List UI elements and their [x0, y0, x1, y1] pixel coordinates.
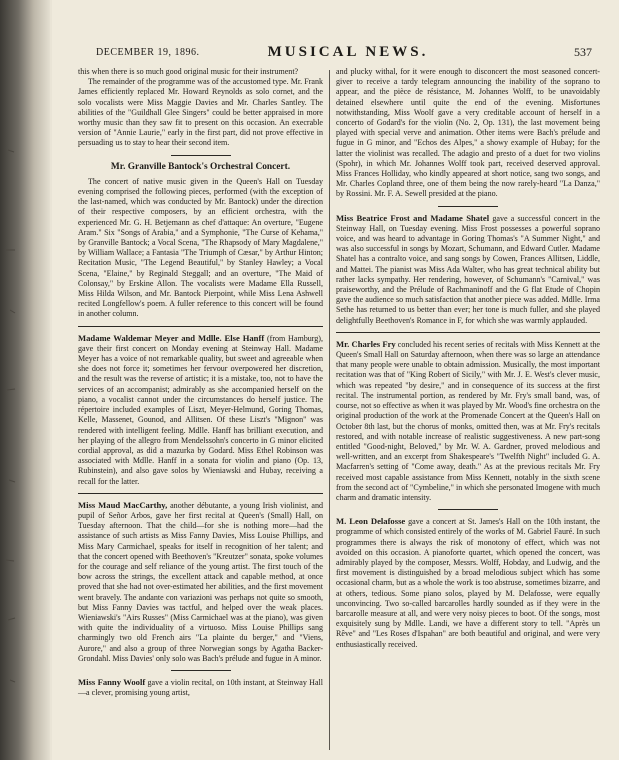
article-paragraph: and plucky withal, for it were enough to disconcert the most seasoned concert-giver to receive a tardy telegram announcing the inability of the soprano to appear, and the pièce de résistance, M. Johannes Wolff, to be unavoidably detained elsewhere until quite the end of the evening. Misfortunes notwithstanding, Miss Woolf gave a very creditable account of herself in a concerto of Godard's for the violin (No. 2, Op. 131), the last movement being played with special verve and animation. Other items were Bach's prélude and fugue in G minor, and "Echos des Alpes," a showy example of Hubay; for the latter the violinist was recalled. The adagio and presto of a duet for two violins (Spohr), in which Mr. Johannes Wolff took part, received deserved approval. Miss Frances Holliday, who kindly appeared at short notice, sang two songs, and Mr. Charles Copland three, one of them being the now rarely-heard "La Danza," by Rossini. Mr. F. A. Sewell presided at the piano. — [336, 67, 600, 199]
article-lead-meyer: Madame Waldemar Meyer and Mdlle. Else Hanff — [78, 332, 265, 343]
article-body: gave a violin recital, on 10th instant, at Steinway Hall—a clever, promising young artist, — [78, 677, 323, 698]
book-binding-gutter — [0, 0, 50, 760]
section-rule — [171, 670, 231, 671]
section-rule — [78, 493, 323, 494]
article-body: concluded his recent series of recitals with Miss Kennett at the Queen's Small Hall on Saturday afternoon, when there was so large an attendance that many people were unable to obtain admission. Musically, the most important recitation was that of "King Robert of Sicily," with Mr. J. E. West's clever music, which was repeated "by desire," and in consequence of its success at the first recital. The instrumental portion, as rendered by Mr. Fry's small band, was, of course, not so effective as when it was played by Mr. Wood's fine orchestra on the original production of the work at the Promenade Concert at the Queen's Hall on October 8th last, but the chorus of monks, omitted then, was at Mr. Fry's recitals restored, and with notable increase of realistic suggestiveness. A new part-song entitled "Good-night, Beloved," by Mr. W. A. Gardner, proved melodious and well-written, and an excerpt from Shakespeare's "Twelfth Night" included G. A. Macfarren's setting of "Come away, death." As at the previous recitals Mr. Fry received most capable assistance from Miss Kennett, notably in the sixth scene from the second act of "Cymbeline," in which she personated Imogene with much charm and dramatic intensity. — [336, 339, 600, 502]
article-fry — [336, 339, 600, 503]
article-body: gave a successful concert in the Steinway Hall, on Tuesday evening. Miss Frost possesses a powerful soprano voice, and was heard to advantage in Goring Thomas's "A Summer Night," and was also successful in songs by Mozart, Schumann, and Edward Cutler. Madame Shatel has a contralto voice, and sang songs by Cowen, Frances Allitsen, Liddle, and Mattei. The pianist was Miss Ada Walter, who has great technical ability but rather lacks sympathy. Her rendering, however, of Schumann's "Carnival," was praiseworthy, and the Prélude of Rachmaninoff and the G flat Etude of Chopin gave the audience so much satisfaction that another piece was added. Mdlle. Irma Sethe has returned to us better than ever; her tone is much fuller, and she played delightfully Beethoven's Romance in F, for which she was warmly applauded. — [336, 213, 601, 325]
article-body: gave a concert at St. James's Hall on the 10th instant, the programme of which consisted entirely of the works of M. Gabriel Fauré. In such programmes there is always the risk of monotony of effect, which was not avoided on this occasion. A pianoforte quartet, which opened the concert, was admirably played by the composer, Messrs. Wolff, Hobday, and Ludwig, and the first movement is distinguished by a broad melodious subject which has some occasional charm, but as a whole the work is too abstruse, sometimes bizarre, and at others, tedious. Some piano solos, played by M. Delafosse, were equally unconvincing. Two so-called barcarolles hardly sounded as if they were in the barcarolle measure at all, and were very noisy pieces to boot. Of the songs, most exquisitely sung by Mdlle. Landi, we have a different story to tell. "Après un Rêve" and "Les Roses d'Ispahan" are both beautiful and original, and were very enthusiastically received. — [336, 517, 601, 649]
page-header — [96, 45, 600, 65]
article-lead-frost: Miss Beatrice Frost and Madame Shatel — [336, 212, 490, 223]
masthead-title: MUSICAL NEWS. — [267, 44, 429, 60]
article-body: another débutante, a young Irish violinist, and pupil of Señor Arbos, gave her first recital at Queen's (Small) Hall, on Tuesday afternoon. That the child—for she is nothing more—had the assistance of such artists as Miss Fanny Davies, Miss Louise Phillips, and Miss Mary Carmichael, speaks for itself in recognition of her talent; and that the concert opened with Beethoven's "Kreutzer" sonata, spoke volumes for the courage and self reliance of the young artist. The first touch of the bow across the strings, the excellent attack and capable method, at once proved that she had not over-estimated her abilities, and the first movement went bravely. The andante con variazioni was perhaps not quite so smooth, but Miss Fanny Davies was tactful, and helped over the weak places. Wieniawski's "Airs Russes" (Miss Carmichael was at the piano), was given with quite the individuality of a virtuoso. Miss Louise Phillips sang charmingly two old French airs "La plainte du berger," and "Viens, Aurore," and also a group of three Norwegian songs by Agatha Backer-Grondahl. Miss Davies' only solo was Bach's prélude and fugue in A minor. — [78, 500, 323, 663]
article-lead-maccarthy: Miss Maud MacCarthy, — [78, 499, 168, 510]
column-divider — [329, 70, 330, 750]
article-lead-delafosse: M. Leon Delafosse — [336, 516, 406, 527]
article-frost — [336, 213, 600, 326]
article-heading-bantock: Mr. Granville Bantock's Orchestral Concert. — [110, 161, 291, 172]
article-paragraph: The remainder of the programme was of the accustomed type. Mr. Frank James efficiently replaced Mr. Howard Reynolds as solo cornet, and the solo vocalists were Miss Maggie Davies and Mr. Charles Santley. The abilities of the "Guildhall Glee Singers" could be better appraised in more worthy music than they saw fit to present on this occasion. An execrable version of "Annie Laurie," early in the first part, did not prove effective in persuading us to stay to hear their second item. — [78, 77, 323, 148]
article-meyer — [78, 333, 323, 487]
left-column — [78, 67, 323, 698]
section-rule — [438, 206, 498, 207]
section-rule — [336, 332, 600, 333]
article-paragraph: The concert of native music given in the Queen's Hall on Tuesday evening comprised the following pieces, performed (with the exception of the last-named, which was conducted by Mr. Bantock) under the direction of their respective composers, by an efficient orchestra, with the experienced Mr. G. H. Betjemann as chef d'attaque: An overture, "Eugene Aram." Six "Songs of Arabia," and a Symphonie, "The Curse of Kehama," by Granville Bantock; a Vocal Scena, "The Rhapsody of Mary Magdalene," by William Wallace; a Fantasia "The Triumph of Cæsar," by Arthur Hinton; Recitation Music, "The Legend Beautiful," by Stanley Hawley; a Vocal Scena, "Elaine," by Reginald Steggall; and an overture, "The Maid of Colonsay," by Erskine Allon. The vocalists were Madame Ella Russell, Miss Hilda Wilson, and Mr. Bantock Pierpoint, while Miss Lena Ashwell recited Longfellow's poem. A fuller reference to this concert will be found in another column. — [78, 176, 323, 319]
article-lead-fry: Mr. Charles Fry — [336, 338, 396, 349]
issue-date: DECEMBER 19, 1896. — [96, 47, 200, 58]
article-woolf — [78, 677, 323, 698]
margin-pencil-marks — [0, 60, 48, 750]
page-number: 537 — [574, 45, 592, 59]
article-lead-woolf: Miss Fanny Woolf — [78, 676, 146, 687]
section-rule — [171, 155, 231, 156]
right-column — [336, 67, 600, 650]
article-body: (from Hamburg), gave their first concert on Monday evening at Steinway Hall. Madame Meyer has a voice of not remarkable quality, but sweet and agreeable when she does not force it; sometimes her fervour overpowered her discretion, and the result was the reverse of artistic; it is a mistake, too, not to have the services of an accompanist; admirably as she accompanied herself on the piano, a vocalist cannot under the circumstances do herself justice. The répertoire included examples of Liszt, Meyer-Helmund, Goring Thomas, Kelle, Massenet, Gounod, and Allitsen. Of these Liszt's "Mignon" was rendered with intelligent feeling. Mdlle. Hanff has brilliant execution, and her playing of the allegro from Mendelssohn's concerto in G minor elicited cordial approval, as did a mazurka by Godard. Miss Ethel Robinson was associated with Mdlle. Hanff in a sonata for violin and piano (Op. 13, Rubinstein), and also gave solos by Wieniawski and Hubay, receiving a recall for the latter. — [78, 333, 323, 486]
article-paragraph: this when there is so much good original music for their instrument? — [78, 67, 299, 76]
article-maccarthy — [78, 500, 323, 664]
article-delafosse — [336, 516, 600, 650]
section-rule — [438, 509, 498, 510]
section-rule — [78, 326, 323, 327]
